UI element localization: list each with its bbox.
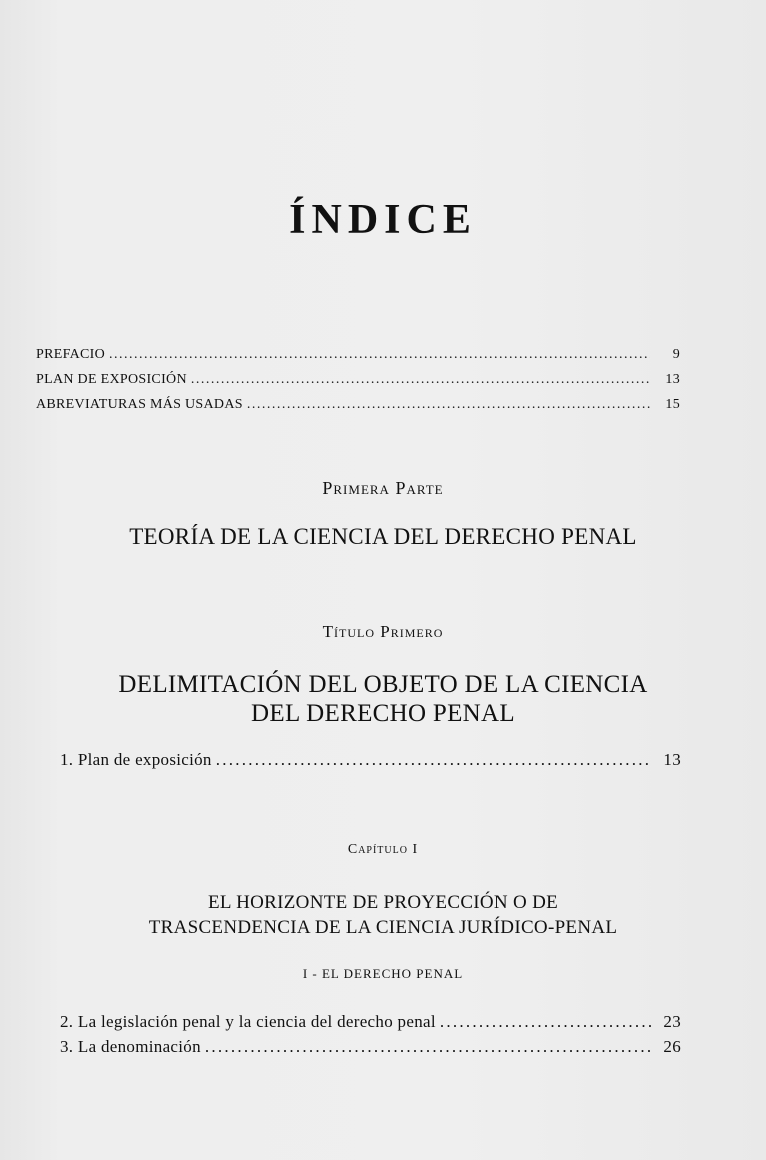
- titulo-title: [0, 670, 766, 728]
- titulo-title-line: DEL DERECHO PENAL: [251, 700, 515, 727]
- toc-entry-plan-exposicion: [60, 750, 681, 770]
- toc-entry-page: 15: [665, 397, 680, 412]
- chapter-title-line: TRASCENDENCIA DE LA CIENCIA JURÍDICO-PENAL: [148, 917, 618, 938]
- toc-entry-label: 3. La denominación: [60, 1037, 201, 1056]
- toc-entry-legislacion: [60, 1012, 681, 1032]
- toc-entry-label: PREFACIO: [36, 347, 106, 362]
- chapter-title-line: EL HORIZONTE DE PROYECCIÓN O DE: [207, 892, 559, 913]
- dot-leader: [205, 1037, 651, 1057]
- toc-entry-page: 23: [663, 1012, 681, 1031]
- dot-leader: [440, 1012, 651, 1032]
- titulo-heading: Título Primero: [322, 622, 444, 641]
- toc-entry-page: 9: [672, 347, 680, 362]
- toc-entry-denominacion: [60, 1037, 681, 1057]
- toc-entry-plan-de-exposicion: [36, 372, 680, 388]
- toc-entry-page: 13: [663, 750, 681, 769]
- section-heading: I - EL DERECHO PENAL: [302, 966, 464, 981]
- toc-entry-label: ABREVIATURAS MÁS USADAS: [36, 397, 243, 412]
- toc-entry-label: 2. La legislación penal y la ciencia del derecho penal: [60, 1012, 436, 1031]
- dot-leader: [247, 397, 650, 413]
- chapter-heading: Capítulo I: [347, 842, 419, 857]
- toc-entry-label: PLAN DE EXPOSICIÓN: [36, 372, 187, 387]
- toc-entry-page: 26: [663, 1037, 681, 1056]
- toc-entry-label: 1. Plan de exposición: [60, 750, 212, 769]
- dot-leader: [109, 347, 650, 363]
- chapter-title: [0, 890, 766, 940]
- index-title: ÍNDICE: [289, 197, 477, 243]
- dot-leader: [216, 750, 651, 770]
- titulo-title-line: DELIMITACIÓN DEL OBJETO DE LA CIENCIA: [118, 671, 648, 698]
- toc-entry-abreviaturas: [36, 397, 680, 413]
- toc-entry-page: 13: [665, 372, 680, 387]
- toc-entry-prefacio: [36, 347, 680, 363]
- part-heading: Primera Parte: [322, 478, 444, 498]
- dot-leader: [191, 372, 650, 388]
- part-title: TEORÍA DE LA CIENCIA DEL DERECHO PENAL: [129, 524, 637, 549]
